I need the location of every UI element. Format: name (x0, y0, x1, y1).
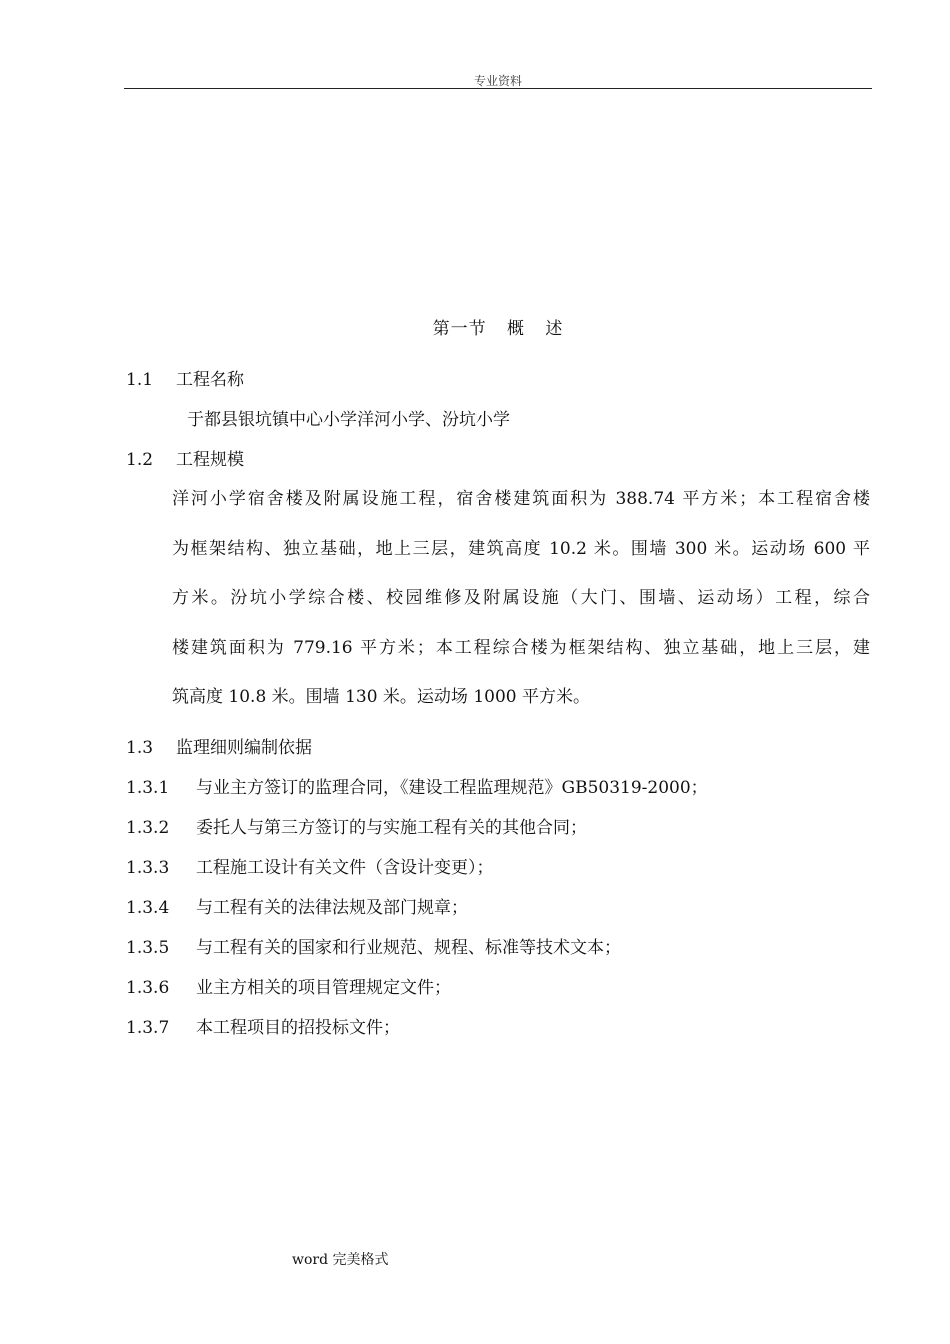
scale-line-2: 为框架结构、独立基础，地上三层，建筑高度 10.2 米。围墙 300 米。运动场 600 平 (172, 539, 870, 559)
item-number: 1.3.7 (126, 1018, 170, 1038)
page-footer: word 完美格式 (292, 1252, 389, 1268)
item-text: 本工程项目的招投标文件； (196, 1018, 400, 1038)
item-text: 与工程有关的法律法规及部门规章； (196, 898, 468, 918)
heading-number: 1.1 (126, 370, 154, 390)
basis-item (126, 973, 451, 998)
page-header: 专业资料 (473, 74, 522, 88)
section-title: 第一节 概 述 (432, 319, 564, 339)
item-text: 工程施工设计有关文件（含设计变更）； (196, 858, 494, 878)
scale-line-5: 筑高度 10.8 米。围墙 130 米。运动场 1000 平方米。 (172, 687, 590, 707)
heading-label: 工程规模 (176, 450, 244, 470)
heading-1-2 (126, 445, 244, 470)
item-text: 与业主方签订的监理合同，《建设工程监理规范》GB50319-2000； (196, 778, 708, 798)
item-text: 委托人与第三方签订的与实施工程有关的其他合同； (196, 818, 587, 838)
basis-item (126, 813, 587, 838)
basis-item (126, 1013, 400, 1038)
heading-1-1 (126, 365, 244, 390)
item-number: 1.3.4 (126, 898, 170, 918)
heading-1-3 (126, 733, 312, 758)
project-name: 于都县银坑镇中心小学洋河小学、汾坑小学 (187, 410, 510, 430)
item-number: 1.3.3 (126, 858, 170, 878)
heading-label: 监理细则编制依据 (176, 738, 312, 758)
item-text: 业主方相关的项目管理规定文件； (196, 978, 451, 998)
item-number: 1.3.2 (126, 818, 170, 838)
heading-label: 工程名称 (176, 370, 244, 390)
item-text: 与工程有关的国家和行业规范、规程、标准等技术文本； (196, 938, 621, 958)
basis-item (126, 893, 468, 918)
item-number: 1.3.6 (126, 978, 170, 998)
scale-line-4: 楼建筑面积为 779.16 平方米；本工程综合楼为框架结构、独立基础，地上三层，建 (172, 638, 870, 658)
scale-line-3: 方米。汾坑小学综合楼、校园维修及附属设施（大门、围墙、运动场）工程，综合 (172, 588, 870, 608)
item-number: 1.3.1 (126, 778, 170, 798)
scale-line-1: 洋河小学宿舍楼及附属设施工程，宿舍楼建筑面积为 388.74 平方米；本工程宿舍楼 (172, 489, 870, 509)
basis-item (126, 853, 494, 878)
heading-number: 1.3 (126, 738, 154, 758)
basis-item (126, 773, 708, 798)
heading-number: 1.2 (126, 450, 154, 470)
basis-item (126, 933, 621, 958)
header-divider (124, 88, 872, 89)
item-number: 1.3.5 (126, 938, 170, 958)
